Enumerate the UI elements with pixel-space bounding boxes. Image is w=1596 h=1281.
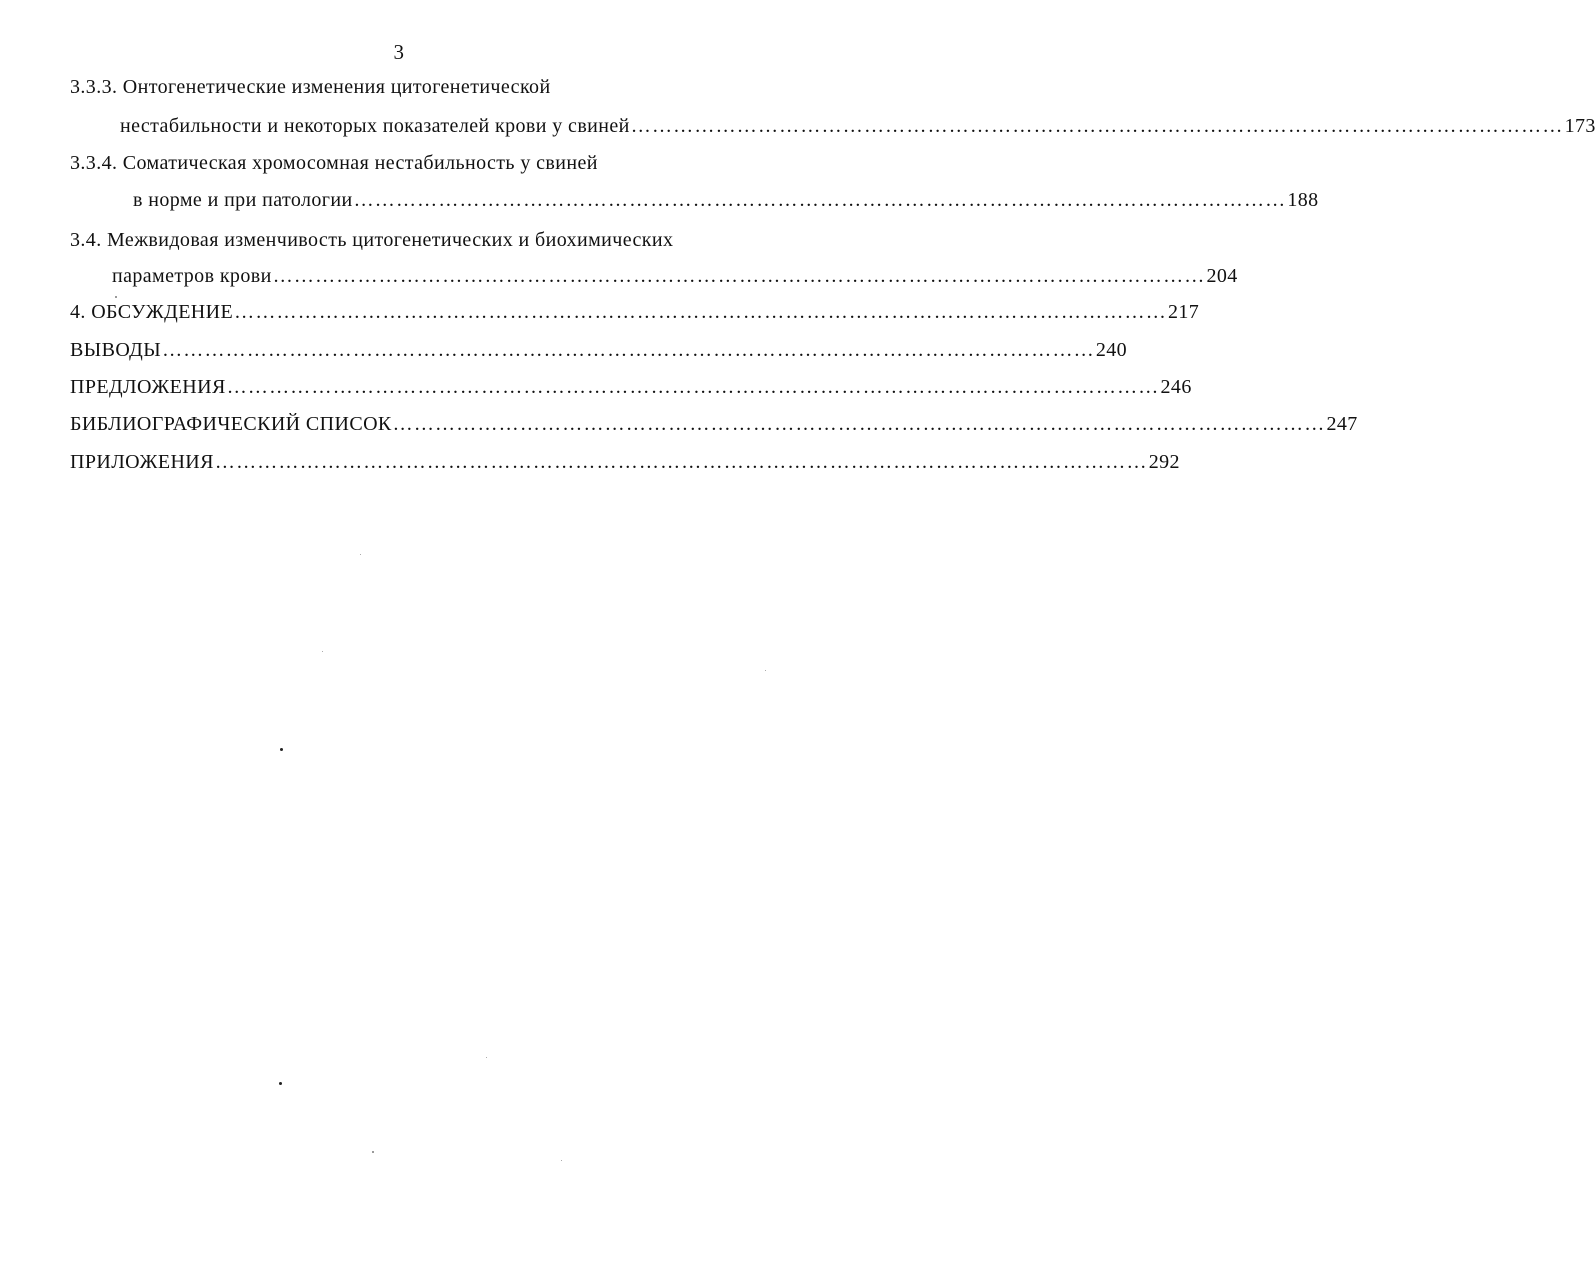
toc-entry-3-4-title: 3.4. Межвидовая изменчивость цитогенетических и биохимических bbox=[70, 229, 674, 251]
scan-speck bbox=[322, 651, 323, 652]
toc-entry-3-3-3-title: 3.3.3. Онтогенетические изменения цитогенетической bbox=[70, 76, 551, 98]
toc-entry-text: параметров крови bbox=[112, 265, 272, 287]
toc-entry-text: нестабильности и некоторых показателей крови у свиней bbox=[120, 115, 630, 137]
toc-page-number: 217 bbox=[1167, 301, 1200, 323]
toc-entry-text: 4. ОБСУЖДЕНИЕ bbox=[70, 301, 234, 323]
scan-speck bbox=[372, 1151, 374, 1153]
toc-entry-text: ВЫВОДЫ bbox=[70, 339, 162, 361]
toc-page-number: 173 bbox=[1564, 115, 1596, 137]
scan-speck bbox=[765, 670, 766, 671]
toc-entry-discussion bbox=[70, 301, 1200, 324]
page-number: 3 bbox=[393, 40, 405, 64]
toc-page-number: 292 bbox=[1148, 451, 1180, 473]
toc-entry-text: ПРЕДЛОЖЕНИЯ bbox=[70, 376, 226, 398]
toc-entry-3-4-continuation bbox=[112, 265, 1238, 288]
scan-speck bbox=[280, 748, 283, 751]
toc-entry-text: БИБЛИОГРАФИЧЕСКИЙ СПИСОК bbox=[70, 413, 392, 435]
dot-leader: …………………………………………………………………………………………………………………… bbox=[630, 115, 1564, 137]
toc-entry-proposals bbox=[70, 376, 1192, 399]
scan-speck bbox=[360, 554, 361, 555]
toc-page-number: 247 bbox=[1326, 413, 1358, 435]
toc-page-number: 240 bbox=[1095, 339, 1128, 361]
toc-entry-text: ПРИЛОЖЕНИЯ bbox=[70, 451, 214, 473]
scan-speck bbox=[561, 1160, 562, 1161]
toc-entry-bibliography bbox=[70, 413, 1358, 436]
dot-leader: …………………………………………………………………………………………………………………… bbox=[234, 301, 1167, 323]
toc-entry-3-3-3-continuation bbox=[120, 115, 1596, 138]
toc-page-number: 188 bbox=[1287, 189, 1319, 211]
dot-leader: …………………………………………………………………………………………………………………… bbox=[392, 413, 1326, 435]
toc-entry-conclusions bbox=[70, 339, 1128, 362]
toc-entry-3-3-4-continuation bbox=[133, 189, 1319, 212]
dot-leader: …………………………………………………………………………………………………………………… bbox=[353, 189, 1287, 211]
toc-entry-3-3-4-title: 3.3.4. Соматическая хромосомная нестабильность у свиней bbox=[70, 152, 598, 174]
toc-entry-text: в норме и при патологии bbox=[133, 189, 353, 211]
toc-entry-appendices bbox=[70, 451, 1180, 474]
dot-leader: …………………………………………………………………………………………………………………… bbox=[272, 265, 1206, 287]
scan-speck bbox=[115, 296, 117, 298]
dot-leader: …………………………………………………………………………………………………………………… bbox=[214, 451, 1148, 473]
scan-speck bbox=[486, 1057, 487, 1058]
scan-speck bbox=[279, 1082, 282, 1085]
dot-leader: …………………………………………………………………………………………………………………… bbox=[162, 339, 1095, 361]
toc-page-number: 246 bbox=[1160, 376, 1192, 398]
toc-page-number: 204 bbox=[1206, 265, 1238, 287]
dot-leader: …………………………………………………………………………………………………………………… bbox=[226, 376, 1160, 398]
